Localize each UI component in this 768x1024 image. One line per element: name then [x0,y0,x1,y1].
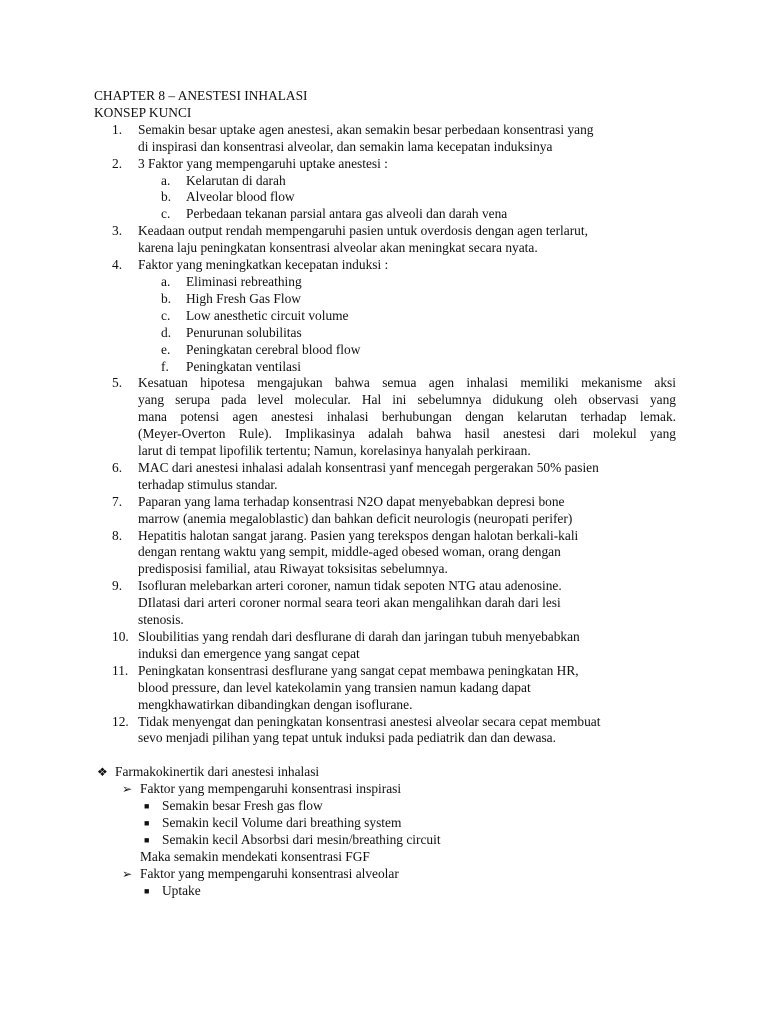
item-text-line: DIlatasi dari arteri coroner normal seara teori akan mengalihkan darah dari lesi [138,595,561,611]
chapter-title: CHAPTER 8 – ANESTESI INHALASI [94,88,308,103]
sub-item [94,342,676,359]
numbered-item [94,257,676,274]
arrow-bullet-icon: ➢ [122,782,133,797]
sub-item-text: Perbedaan tekanan parsial antara gas alveoli dan darah vena [186,206,508,222]
item-text-line: Semakin besar uptake agen anestesi, akan semakin besar perbedaan konsentrasi yang [138,121,594,137]
item-number: 9. [112,578,123,594]
sub-item-text: Peningkatan cerebral blood flow [186,341,361,357]
sub-item [94,359,676,376]
sub-item [94,308,676,325]
key-concepts-list [94,122,676,748]
item-text-line: Paparan yang lama terhadap konsentrasi N2O dapat menyebabkan depresi bone [138,493,565,509]
sub-item-text: Penurunan solubilitas [186,324,302,340]
sub-item [94,291,676,308]
item-text-line: marrow (anemia megaloblastic) dan bahkan deficit neurologis (neuropati perifer) [138,510,573,526]
numbered-item [94,578,676,629]
square-bullet-icon: ■ [144,818,150,829]
fgf-note: Maka semakin mendekati konsentrasi FGF [140,848,370,864]
item-number: 3. [112,223,123,239]
sub-item-text: Peningkatan ventilasi [186,358,301,374]
sub-item-text: Alveolar blood flow [186,189,295,205]
item-text-line: yang serupa pada level molecular. Hal ini sebelumnya didukung oleh observasi yang [138,392,676,408]
numbered-item [94,494,676,528]
sub-item-text: High Fresh Gas Flow [186,290,301,306]
numbered-item [94,223,676,257]
list-item: ■ Semakin besar Fresh gas flow [144,798,323,814]
square-bullet-icon: ■ [144,834,150,845]
item-text-line: Sloubilitias yang rendah dari desflurane di darah dan jaringan tubuh menyebabkan [138,629,580,644]
item-text-line: induksi dan emergence yang sangat cepat [138,645,360,661]
sub-item-letter: e. [161,341,171,357]
item-text-line: predisposisi familial, atau Riwayat toksisitas sebelumnya. [138,561,448,577]
factor-inspired-heading: ➢ Faktor yang mempengaruhi konsentrasi inspirasi [122,781,402,797]
list-item: ■ Uptake [144,882,201,898]
item-text-line: Hepatitis halotan sangat jarang. Pasien yang terekspos dengan halotan berkali-kali [138,527,579,543]
item-text-line: mana potensi agen anestesi inhalasi berhubungan dengan kelarutan terhadap lemak. [138,409,676,425]
sub-item-letter: b. [161,290,172,306]
numbered-item [94,629,676,663]
sub-item-letter: b. [161,189,172,205]
item-number: 10. [112,629,129,644]
item-number: 8. [112,527,123,543]
item-number: 11. [112,662,129,678]
item-number: 1. [112,121,123,137]
item-number: 12. [112,713,129,729]
document-page [94,88,676,900]
item-text-line: MAC dari anestesi inhalasi adalah konsentrasi yanf mencegah pergerakan 50% pasien [138,459,599,475]
section-heading: KONSEP KUNCI [94,104,192,120]
item-text-line: di inspirasi dan konsentrasi alveolar, dan semakin lama kecepatan induksinya [138,138,553,154]
sub-item [94,325,676,342]
item-text-line: Peningkatan konsentrasi desflurane yang sangat cepat membawa peningkatan HR, [138,662,579,678]
pharmacokinetics-heading: ❖ Farmakokinertik dari anestesi inhalasi [97,764,320,780]
sub-item-letter: a. [161,273,171,289]
list-item: ■ Semakin kecil Absorbsi dari mesin/breathing circuit [144,831,441,847]
item-number: 7. [112,493,123,509]
square-bullet-icon: ■ [144,801,150,812]
numbered-item [94,714,676,748]
item-text-line: Kesatuan hipotesa mengajukan bahwa semua agen inhalasi memiliki mekanisme aksi [138,375,676,391]
item-text-line: Keadaan output rendah mempengaruhi pasien untuk overdosis dengan agen terlarut, [138,223,588,239]
sub-item-text: Eliminasi rebreathing [186,273,302,289]
item-text-line: Isofluran melebarkan arteri coroner, namun tidak sepoten NTG atau adenosine. [138,578,562,594]
sub-item-letter: c. [161,206,171,222]
item-text-line: blood pressure, dan level katekolamin yang transien namun kadang dapat [138,679,531,695]
item-text-line: 3 Faktor yang mempengaruhi uptake anestesi : [138,155,388,171]
item-number: 6. [112,459,123,475]
sub-item [94,206,676,223]
numbered-item [94,122,676,156]
numbered-item [94,528,676,579]
list-item: ■ Semakin kecil Volume dari breathing system [144,815,402,831]
item-text-line: sevo menjadi pilihan yang tepat untuk induksi pada pediatrik dan dan dewasa. [138,730,556,746]
item-text-line: larut di tempat lipofilik tertentu; Namun, korelasinya hanyalah perkiraan. [138,443,531,459]
numbered-item [94,663,676,714]
item-number: 4. [112,257,123,273]
numbered-item [94,156,676,173]
sub-item-letter: c. [161,307,171,323]
sub-item-text: Kelarutan di darah [186,172,286,188]
item-number: 2. [112,155,123,171]
item-number: 5. [112,375,123,391]
factor-alveolar-heading: ➢ Faktor yang mempengaruhi konsentrasi alveolar [122,865,399,881]
item-text-line: Tidak menyengat dan peningkatan konsentrasi anestesi alveolar secara cepat membuat [138,713,601,729]
numbered-item [94,375,676,460]
item-text-line: mengkhawatirkan dibandingkan dengan isoflurane. [138,696,413,712]
item-text-line: Faktor yang meningkatkan kecepatan induksi : [138,257,389,273]
square-bullet-icon: ■ [144,885,150,896]
arrow-bullet-icon: ➢ [122,866,133,881]
diamond-bullet-icon: ❖ [97,765,108,780]
item-text-line: (Meyer-Overton Rule). Implikasinya adalah bahwa hasil anestesi dari molekul yang [138,426,676,442]
item-text-line: karena laju peningkatan konsentrasi alveolar akan meningkat secara nyata. [138,240,538,256]
sub-item-letter: f. [161,358,169,374]
item-text-line: dengan rentang waktu yang sempit, middle-aged obesed woman, orang dengan [138,544,561,560]
numbered-item [94,460,676,494]
sub-item-text: Low anesthetic circuit volume [186,307,349,323]
item-text-line: terhadap stimulus standar. [138,476,278,492]
sub-item [94,173,676,190]
sub-item [94,274,676,291]
sub-item [94,189,676,206]
item-text-line: stenosis. [138,612,184,628]
sub-item-letter: d. [161,324,172,340]
sub-item-letter: a. [161,172,171,188]
